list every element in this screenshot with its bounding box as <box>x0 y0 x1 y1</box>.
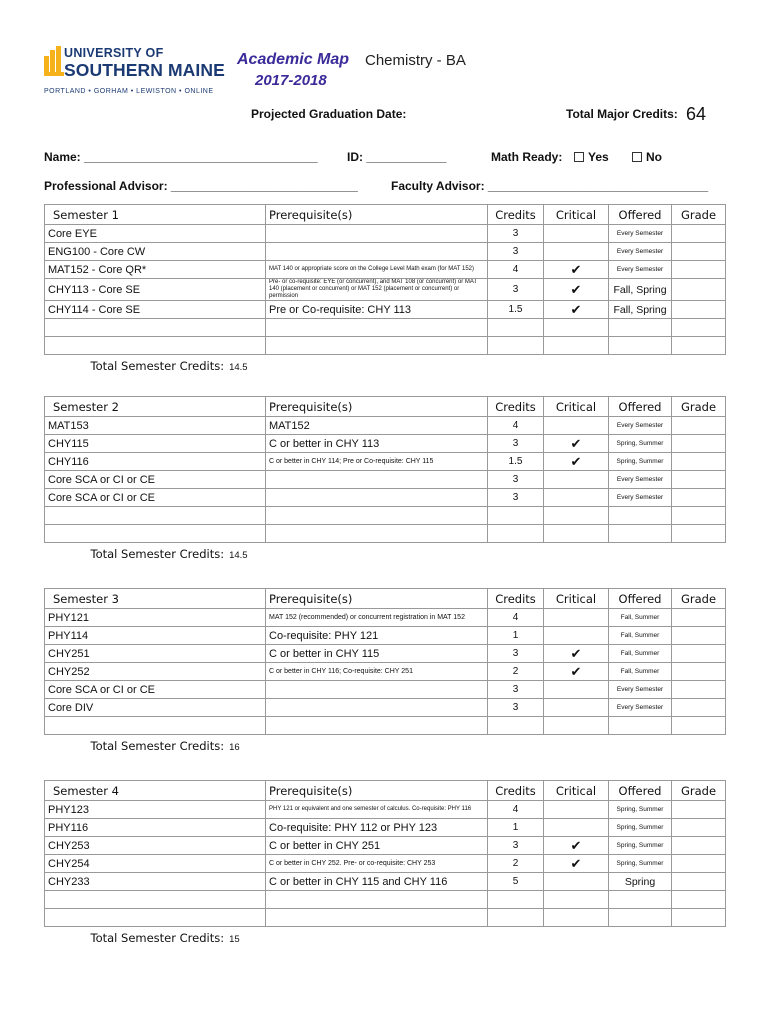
prereq-cell: C or better in CHY 114; Pre or Co-requisite: CHY 115 <box>266 453 488 471</box>
table-row <box>45 819 726 837</box>
table-row <box>45 507 726 525</box>
course-cell: CHY254 <box>45 855 266 873</box>
offered-column-header: Offered <box>609 589 672 609</box>
offered-column-header: Offered <box>609 397 672 417</box>
grade-cell[interactable] <box>672 855 726 873</box>
table-row <box>45 681 726 699</box>
total-row-spacer <box>488 735 726 757</box>
grade-cell[interactable] <box>672 453 726 471</box>
critical-check-icon <box>544 717 609 735</box>
map-year: 2017-2018 <box>255 72 327 89</box>
course-cell: Core DIV <box>45 699 266 717</box>
table-row <box>45 609 726 627</box>
critical-check-icon: ✔ <box>544 837 609 855</box>
grade-cell[interactable] <box>672 319 726 337</box>
prereq-column-header: Prerequisite(s) <box>266 589 488 609</box>
table-row <box>45 627 726 645</box>
credits-cell: 4 <box>488 261 544 279</box>
course-cell <box>45 891 266 909</box>
critical-check-icon: ✔ <box>544 279 609 301</box>
critical-column-header: Critical <box>544 205 609 225</box>
credits-cell: 3 <box>488 489 544 507</box>
table-row <box>45 435 726 453</box>
course-cell <box>45 337 266 355</box>
credits-column-header: Credits <box>488 205 544 225</box>
semester-header-row <box>45 205 726 225</box>
prereq-cell <box>266 337 488 355</box>
offered-cell <box>609 507 672 525</box>
course-cell <box>45 507 266 525</box>
prereq-cell: MAT 140 or appropriate score on the College Level Math exam (for MAT 152) <box>266 261 488 279</box>
critical-column-header: Critical <box>544 589 609 609</box>
grade-cell[interactable] <box>672 717 726 735</box>
prereq-cell <box>266 891 488 909</box>
total-row-spacer <box>488 355 726 377</box>
grade-cell[interactable] <box>672 627 726 645</box>
credits-cell: 3 <box>488 225 544 243</box>
course-cell: Core SCA or CI or CE <box>45 489 266 507</box>
course-cell <box>45 525 266 543</box>
critical-check-icon <box>544 819 609 837</box>
offered-cell: Fall, Summer <box>609 645 672 663</box>
prereq-column-header: Prerequisite(s) <box>266 781 488 801</box>
table-row <box>45 337 726 355</box>
grade-cell[interactable] <box>672 681 726 699</box>
credits-cell <box>488 717 544 735</box>
critical-check-icon <box>544 507 609 525</box>
critical-check-icon <box>544 525 609 543</box>
critical-check-icon: ✔ <box>544 645 609 663</box>
prereq-cell <box>266 507 488 525</box>
offered-column-header: Offered <box>609 781 672 801</box>
prereq-cell <box>266 471 488 489</box>
course-cell: PHY116 <box>45 819 266 837</box>
grade-cell[interactable] <box>672 507 726 525</box>
offered-cell <box>609 525 672 543</box>
offered-cell <box>609 891 672 909</box>
critical-check-icon <box>544 873 609 891</box>
credits-cell: 3 <box>488 645 544 663</box>
table-row <box>45 717 726 735</box>
course-cell: CHY251 <box>45 645 266 663</box>
semester-table <box>44 780 726 949</box>
course-cell <box>45 717 266 735</box>
grade-cell[interactable] <box>672 609 726 627</box>
offered-cell: Spring <box>609 873 672 891</box>
semester-title: Semester 4 <box>45 781 266 801</box>
critical-check-icon: ✔ <box>544 663 609 681</box>
critical-check-icon <box>544 909 609 927</box>
total-semester-credits <box>45 927 488 949</box>
critical-check-icon <box>544 627 609 645</box>
course-cell: PHY114 <box>45 627 266 645</box>
prereq-cell: C or better in CHY 115 <box>266 645 488 663</box>
prereq-cell <box>266 319 488 337</box>
table-row <box>45 225 726 243</box>
offered-column-header: Offered <box>609 205 672 225</box>
total-major-credits-value: 64 <box>686 104 707 124</box>
credits-column-header: Credits <box>488 589 544 609</box>
credits-cell: 2 <box>488 663 544 681</box>
table-row <box>45 891 726 909</box>
offered-cell: Spring, Summer <box>609 453 672 471</box>
total-semester-credits-label: Total Semester Credits: <box>90 738 225 753</box>
prereq-cell: C or better in CHY 252. Pre- or co-requisite: CHY 253 <box>266 855 488 873</box>
critical-check-icon: ✔ <box>544 301 609 319</box>
critical-check-icon <box>544 609 609 627</box>
checkbox-no-icon[interactable] <box>632 152 642 162</box>
offered-cell: Fall, Spring <box>609 301 672 319</box>
prereq-column-header: Prerequisite(s) <box>266 397 488 417</box>
prereq-column-header: Prerequisite(s) <box>266 205 488 225</box>
map-program: Chemistry - BA <box>365 52 466 69</box>
credits-cell <box>488 337 544 355</box>
grade-cell[interactable] <box>672 873 726 891</box>
total-semester-credits <box>45 735 488 757</box>
offered-cell: Spring, Summer <box>609 435 672 453</box>
prereq-cell <box>266 525 488 543</box>
credits-cell: 3 <box>488 837 544 855</box>
math-ready-label: Math Ready: <box>491 150 563 164</box>
total-major-credits-label: Total Major Credits: <box>566 107 678 121</box>
prereq-cell <box>266 681 488 699</box>
yes-label: Yes <box>588 150 609 164</box>
critical-column-header: Critical <box>544 781 609 801</box>
credits-column-header: Credits <box>488 781 544 801</box>
prereq-cell: C or better in CHY 251 <box>266 837 488 855</box>
offered-cell: Every Semester <box>609 261 672 279</box>
offered-cell: Every Semester <box>609 471 672 489</box>
grade-cell[interactable] <box>672 645 726 663</box>
semester-header-row <box>45 397 726 417</box>
prereq-cell: MAT 152 (recommended) or concurrent registration in MAT 152 <box>266 609 488 627</box>
table-row <box>45 837 726 855</box>
critical-check-icon <box>544 681 609 699</box>
offered-cell: Spring, Summer <box>609 819 672 837</box>
prereq-cell <box>266 717 488 735</box>
credits-cell: 3 <box>488 435 544 453</box>
grade-cell[interactable] <box>672 489 726 507</box>
grade-cell[interactable] <box>672 261 726 279</box>
critical-check-icon <box>544 801 609 819</box>
math-ready-no[interactable] <box>632 150 662 164</box>
university-locations: PORTLAND • GORHAM • LEWISTON • ONLINE <box>44 88 214 95</box>
credits-cell <box>488 319 544 337</box>
credits-cell: 4 <box>488 609 544 627</box>
course-cell: CHY252 <box>45 663 266 681</box>
offered-cell: Spring, Summer <box>609 855 672 873</box>
prereq-cell <box>266 243 488 261</box>
critical-check-icon <box>544 243 609 261</box>
offered-cell <box>609 909 672 927</box>
course-cell: ENG100 - Core CW <box>45 243 266 261</box>
projected-graduation-label: Projected Graduation Date: <box>251 107 407 121</box>
offered-cell: Fall, Summer <box>609 663 672 681</box>
table-row <box>45 471 726 489</box>
grade-column-header: Grade <box>672 781 726 801</box>
total-semester-credits-label: Total Semester Credits: <box>90 546 225 561</box>
prereq-cell <box>266 699 488 717</box>
table-row <box>45 301 726 319</box>
grade-cell[interactable] <box>672 225 726 243</box>
critical-check-icon: ✔ <box>544 855 609 873</box>
course-cell: PHY121 <box>45 609 266 627</box>
semester-title: Semester 2 <box>45 397 266 417</box>
grade-cell[interactable] <box>672 417 726 435</box>
critical-check-icon: ✔ <box>544 435 609 453</box>
semester-table <box>44 396 726 565</box>
course-cell: CHY233 <box>45 873 266 891</box>
credits-cell: 3 <box>488 699 544 717</box>
prereq-cell: Pre or Co-requisite: CHY 113 <box>266 301 488 319</box>
critical-check-icon: ✔ <box>544 453 609 471</box>
prereq-cell: Pre- or co-requisite: EYE (or concurrent), and MAT 108 (or concurrent) or MAT 140 (placement or concurrent) or MAT 152 (placement or concurrent) or permission <box>266 279 488 301</box>
critical-check-icon <box>544 417 609 435</box>
table-row <box>45 801 726 819</box>
table-row <box>45 645 726 663</box>
semester-title: Semester 3 <box>45 589 266 609</box>
credits-cell: 5 <box>488 873 544 891</box>
table-row <box>45 489 726 507</box>
offered-cell <box>609 717 672 735</box>
grade-cell[interactable] <box>672 819 726 837</box>
total-semester-credits <box>45 355 488 377</box>
total-semester-credits-value: 16 <box>229 741 240 753</box>
total-semester-credits-label: Total Semester Credits: <box>90 358 225 373</box>
total-semester-credits-value: 14.5 <box>229 549 248 561</box>
credits-column-header: Credits <box>488 397 544 417</box>
university-name-line2: SOUTHERN MAINE <box>64 60 225 80</box>
critical-column-header: Critical <box>544 397 609 417</box>
table-row <box>45 873 726 891</box>
total-semester-credits-value: 14.5 <box>229 361 248 373</box>
credits-cell: 1 <box>488 819 544 837</box>
prereq-cell: C or better in CHY 115 and CHY 116 <box>266 873 488 891</box>
id-field[interactable]: ID: ____________ <box>347 150 447 164</box>
grade-cell[interactable] <box>672 801 726 819</box>
credits-cell: 1.5 <box>488 301 544 319</box>
prereq-cell: Co-requisite: PHY 121 <box>266 627 488 645</box>
credits-cell: 3 <box>488 471 544 489</box>
total-semester-credits <box>45 543 488 565</box>
table-row <box>45 319 726 337</box>
semester-header-row <box>45 589 726 609</box>
course-cell: CHY116 <box>45 453 266 471</box>
offered-cell: Every Semester <box>609 417 672 435</box>
usm-logo-icon <box>44 46 64 78</box>
total-row-spacer <box>488 927 726 949</box>
course-cell: CHY115 <box>45 435 266 453</box>
credits-cell: 3 <box>488 243 544 261</box>
semester-title: Semester 1 <box>45 205 266 225</box>
semester-header-row <box>45 781 726 801</box>
credits-cell: 2 <box>488 855 544 873</box>
prereq-cell <box>266 909 488 927</box>
checkbox-yes-icon[interactable] <box>574 152 584 162</box>
total-semester-credits-label: Total Semester Credits: <box>90 930 225 945</box>
table-row <box>45 417 726 435</box>
course-cell: PHY123 <box>45 801 266 819</box>
grade-cell[interactable] <box>672 525 726 543</box>
credits-cell: 3 <box>488 681 544 699</box>
grade-cell[interactable] <box>672 471 726 489</box>
table-row <box>45 909 726 927</box>
offered-cell: Every Semester <box>609 243 672 261</box>
prereq-cell <box>266 225 488 243</box>
faculty-advisor-field[interactable]: Faculty Advisor: _________________________________ <box>391 179 709 193</box>
critical-check-icon <box>544 337 609 355</box>
prereq-cell: PHY 121 or equivalent and one semester of calculus. Co-requisite: PHY 116 <box>266 801 488 819</box>
course-cell: MAT152 - Core QR* <box>45 261 266 279</box>
prereq-cell: C or better in CHY 116; Co-requisite: CHY 251 <box>266 663 488 681</box>
course-cell: CHY114 - Core SE <box>45 301 266 319</box>
math-ready-yes[interactable] <box>574 150 609 164</box>
semester-table <box>44 204 726 377</box>
course-cell: CHY113 - Core SE <box>45 279 266 301</box>
credits-cell <box>488 525 544 543</box>
credits-cell <box>488 507 544 525</box>
offered-cell: Spring, Summer <box>609 837 672 855</box>
critical-check-icon <box>544 225 609 243</box>
offered-cell: Every Semester <box>609 681 672 699</box>
table-row <box>45 525 726 543</box>
grade-column-header: Grade <box>672 589 726 609</box>
critical-check-icon <box>544 319 609 337</box>
professional-advisor-field[interactable]: Professional Advisor: ____________________________ <box>44 179 358 193</box>
credits-cell: 1.5 <box>488 453 544 471</box>
total-row <box>45 735 726 757</box>
grade-cell[interactable] <box>672 435 726 453</box>
table-row <box>45 663 726 681</box>
offered-cell <box>609 319 672 337</box>
university-name-line1: UNIVERSITY OF <box>64 46 164 60</box>
prereq-cell: MAT152 <box>266 417 488 435</box>
critical-check-icon <box>544 891 609 909</box>
prereq-cell: C or better in CHY 113 <box>266 435 488 453</box>
table-row <box>45 453 726 471</box>
table-row <box>45 855 726 873</box>
offered-cell: Spring, Summer <box>609 801 672 819</box>
credits-cell <box>488 909 544 927</box>
map-title: Academic Map <box>237 51 350 68</box>
course-cell <box>45 319 266 337</box>
course-cell: Core SCA or CI or CE <box>45 471 266 489</box>
prereq-cell <box>266 489 488 507</box>
credits-cell: 4 <box>488 801 544 819</box>
name-field[interactable]: Name: ___________________________________ <box>44 150 318 164</box>
grade-cell[interactable] <box>672 837 726 855</box>
grade-cell[interactable] <box>672 699 726 717</box>
grade-cell[interactable] <box>672 909 726 927</box>
offered-cell: Fall, Summer <box>609 627 672 645</box>
critical-check-icon <box>544 699 609 717</box>
offered-cell: Fall, Spring <box>609 279 672 301</box>
credits-cell: 4 <box>488 417 544 435</box>
credits-cell: 1 <box>488 627 544 645</box>
no-label: No <box>646 150 662 164</box>
offered-cell <box>609 337 672 355</box>
credits-cell <box>488 891 544 909</box>
grade-cell[interactable] <box>672 279 726 301</box>
grade-column-header: Grade <box>672 397 726 417</box>
grade-cell[interactable] <box>672 891 726 909</box>
table-row <box>45 279 726 301</box>
table-row <box>45 261 726 279</box>
critical-check-icon: ✔ <box>544 261 609 279</box>
grade-column-header: Grade <box>672 205 726 225</box>
total-semester-credits-value: 15 <box>229 933 240 945</box>
critical-check-icon <box>544 489 609 507</box>
course-cell: Core SCA or CI or CE <box>45 681 266 699</box>
prereq-cell: Co-requisite: PHY 112 or PHY 123 <box>266 819 488 837</box>
offered-cell: Every Semester <box>609 699 672 717</box>
offered-cell: Fall, Summer <box>609 609 672 627</box>
course-cell: MAT153 <box>45 417 266 435</box>
critical-check-icon <box>544 471 609 489</box>
grade-cell[interactable] <box>672 301 726 319</box>
offered-cell: Every Semester <box>609 489 672 507</box>
grade-cell[interactable] <box>672 663 726 681</box>
grade-cell[interactable] <box>672 337 726 355</box>
semester-table <box>44 588 726 757</box>
table-row <box>45 699 726 717</box>
total-row <box>45 927 726 949</box>
course-cell: CHY253 <box>45 837 266 855</box>
total-row <box>45 355 726 377</box>
total-row <box>45 543 726 565</box>
grade-cell[interactable] <box>672 243 726 261</box>
offered-cell: Every Semester <box>609 225 672 243</box>
credits-cell: 3 <box>488 279 544 301</box>
total-row-spacer <box>488 543 726 565</box>
course-cell: Core EYE <box>45 225 266 243</box>
course-cell <box>45 909 266 927</box>
table-row <box>45 243 726 261</box>
